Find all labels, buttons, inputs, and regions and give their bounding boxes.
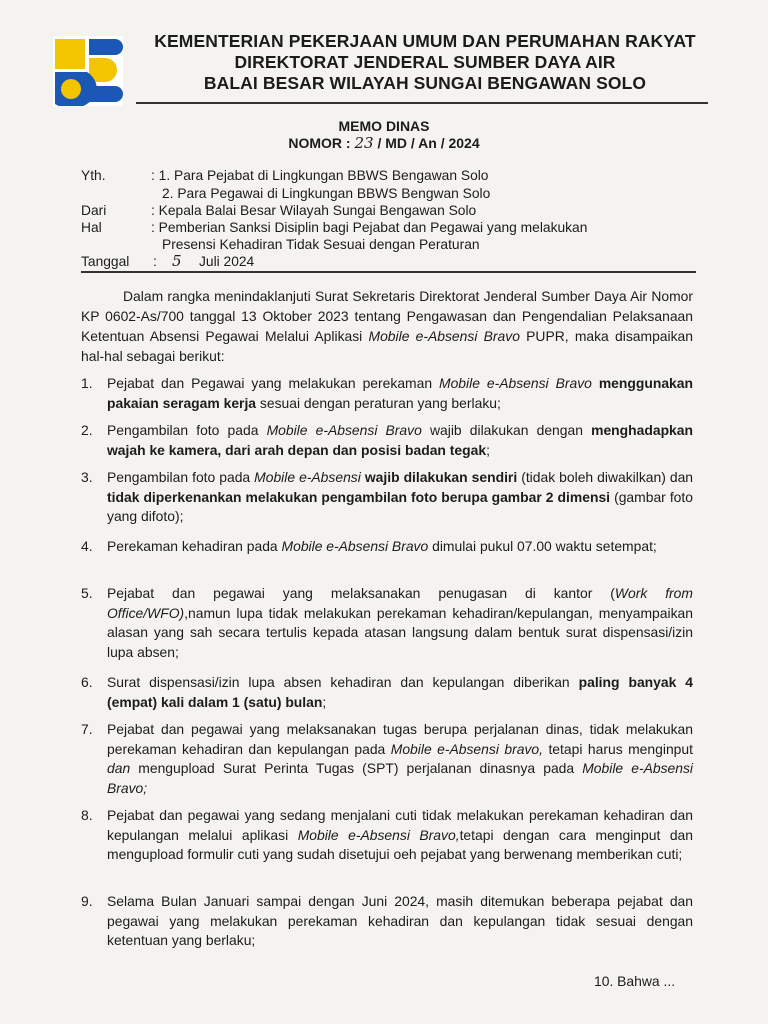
item-number: 7. <box>81 721 93 737</box>
item-text <box>107 584 693 662</box>
item-text <box>107 720 693 798</box>
intro-paragraph <box>81 286 693 366</box>
nomor-rest: / MD / An / 2024 <box>377 135 480 151</box>
letterhead-line-1: KEMENTERIAN PEKERJAAN UMUM DAN PERUMAHAN RAKYAT <box>154 31 696 51</box>
item-text-c: dimulai pukul 07.00 waktu setempat; <box>428 538 657 554</box>
item-text-c: wajib dilakukan dengan <box>421 422 592 438</box>
item-text <box>107 673 693 712</box>
item-text-italic: Mobile e-Absensi Bravo, <box>297 826 460 843</box>
item-text-italic: Work from Office/WFO) <box>107 585 693 621</box>
item-text-italic-2: dan <box>107 760 131 776</box>
hal-value-1: : Pemberian Sanksi Disiplin bagi Pejabat dan Pegawai yang melakukan <box>151 220 588 235</box>
tanggal-handwritten: 5 <box>172 252 182 270</box>
item-number: 9. <box>81 893 93 909</box>
item-text <box>107 374 693 413</box>
item-text-a: Selama Bulan Januari sampai dengan Juni 2024, masih ditemukan beberapa pejabat dan pegawai yang melakukan perekaman kehadiran dan kepulangan tidak sesuai dengan ketentuan yang berlaku; <box>107 893 693 948</box>
item-text-bold-2: tidak diperkenankan melakukan pengambilan foto berupa gambar 2 dimensi <box>107 488 611 505</box>
item-text-d: ; <box>486 441 490 458</box>
item-text-italic: Mobile e-Absensi Bravo <box>266 422 422 438</box>
item-text-a: Surat dispensasi/izin lupa absen kehadiran dan kepulangan diberikan <box>107 674 579 690</box>
item-text-italic-3: Mobile e-Absensi Bravo; <box>107 760 694 796</box>
item-text-d: (gambar foto yang difoto); <box>107 488 693 524</box>
item-text-bold: menghadapkan wajah ke kamera, dari arah depan dan posisi badan tegak <box>107 422 693 458</box>
item-text-a: Pejabat dan Pegawai yang melakukan perekaman <box>107 375 440 391</box>
item-text-a: Perekaman kehadiran pada <box>107 538 282 554</box>
item-text-a: Pejabat dan pegawai yang sedang menjalani cuti tidak melakukan perekaman kehadiran dan kepulangan melalui aplikasi <box>107 807 693 843</box>
hal-value-2: Presensi Kehadiran Tidak Sesuai dengan Peraturan <box>162 237 480 252</box>
item-text-italic: Mobile e-Absensi bravo, <box>390 740 543 757</box>
item-text-a: Pejabat dan pegawai yang melaksanakan tugas berupa perjalanan dinas, tidak melakukan perekaman kehadiran dan kepulangan pada <box>107 721 693 757</box>
memo-title: MEMO DINAS <box>338 118 430 134</box>
item-text <box>107 537 693 557</box>
item-text-a: Pengambilan foto pada <box>107 469 255 485</box>
item-text-c: (tidak boleh diwakilkan) dan <box>517 469 694 485</box>
item-text-bold: wajib dilakukan sendiri <box>364 469 518 485</box>
letterhead-divider <box>136 102 708 104</box>
intro-text-b: PUPR, maka disampaikan hal-hal sebagai berikut: <box>81 328 693 364</box>
tanggal-colon: : <box>153 254 157 269</box>
item-text-c: sesuai dengan peraturan yang berlaku; <box>256 394 501 411</box>
item-number: 2. <box>81 422 93 438</box>
item-text-italic: Mobile e-Absensi Bravo <box>439 375 592 391</box>
item-text-italic: Mobile e-Absensi <box>254 469 361 485</box>
item-text-c: ; <box>322 693 327 710</box>
item-text-a: Pejabat dan pegawai yang melaksanakan penugasan di kantor ( <box>107 585 615 601</box>
pupr-logo-icon <box>53 36 123 106</box>
item-text <box>107 421 693 460</box>
item-number: 5. <box>81 585 93 601</box>
dari-label: Dari <box>81 203 107 218</box>
item-text-c: tetapi dengan cara menginput dan mengupload formulir cuti yang sudah disetujui oeh pejabat yang berwenang memberikan cuti; <box>107 826 693 862</box>
item-text-italic: Mobile e-Absensi Bravo <box>281 538 429 554</box>
tanggal-rest: Juli 2024 <box>199 254 255 269</box>
yth-label: Yth. <box>81 168 106 183</box>
item-text-c: tetapi harus menginput <box>542 740 693 757</box>
letterhead-line-3: BALAI BESAR WILAYAH SUNGAI BENGAWAN SOLO <box>203 73 647 93</box>
item-number: 6. <box>81 674 93 690</box>
header-divider <box>81 271 696 273</box>
nomor-label: NOMOR : <box>288 135 351 151</box>
intro-text-a: Dalam rangka menindaklanjuti Surat Sekretaris Direktorat Jenderal Sumber Daya Air Nomor KP 0602-As/700 tanggal 13 Oktober 2023 tentang Pengawasan dan Pengendalian Pelaksanaan Ketentuan Absensi Pegawai Melalui Aplikasi <box>81 288 693 344</box>
item-number: 3. <box>81 469 93 485</box>
nomor-handwritten: 23 <box>354 134 374 152</box>
item-number: 8. <box>81 807 93 823</box>
item-text <box>107 468 693 527</box>
letterhead <box>130 31 720 94</box>
item-text-c: ,namun lupa tidak melakukan perekaman kehadiran/kepulangan, menyampaikan alasan yang sah secara tertulis kepada atasan langsung dalam bentuk surat dispensasi/izin lupa absen; <box>107 604 693 660</box>
yth-value-2: 2. Para Pegawai di Lingkungan BBWS Bengwan Solo <box>162 186 491 201</box>
item-number: 1. <box>81 375 93 391</box>
item-text-a: Pengambilan foto pada <box>107 422 267 438</box>
item-text-d: mengupload Surat Perinta Tugas (SPT) perjalanan dinasnya pada <box>130 760 583 776</box>
yth-value-1: : 1. Para Pejabat di Lingkungan BBWS Bengawan Solo <box>151 168 489 183</box>
intro-text-italic: Mobile e-Absensi Bravo <box>368 328 520 344</box>
item-text <box>107 892 693 951</box>
item-text-bold: menggunakan pakaian seragam kerja <box>107 375 693 411</box>
page-continuation: 10. Bahwa ... <box>594 973 676 989</box>
item-text-bold: paling banyak 4 (empat) kali dalam 1 (satu) bulan <box>107 674 693 710</box>
memo-number <box>0 134 768 152</box>
item-number: 4. <box>81 538 93 554</box>
dari-value: : Kepala Balai Besar Wilayah Sungai Bengawan Solo <box>151 203 477 218</box>
item-text <box>107 806 693 865</box>
hal-label: Hal <box>81 220 102 235</box>
tanggal-label: Tanggal <box>81 254 130 269</box>
letterhead-line-2: DIREKTORAT JENDERAL SUMBER DAYA AIR <box>234 52 616 72</box>
